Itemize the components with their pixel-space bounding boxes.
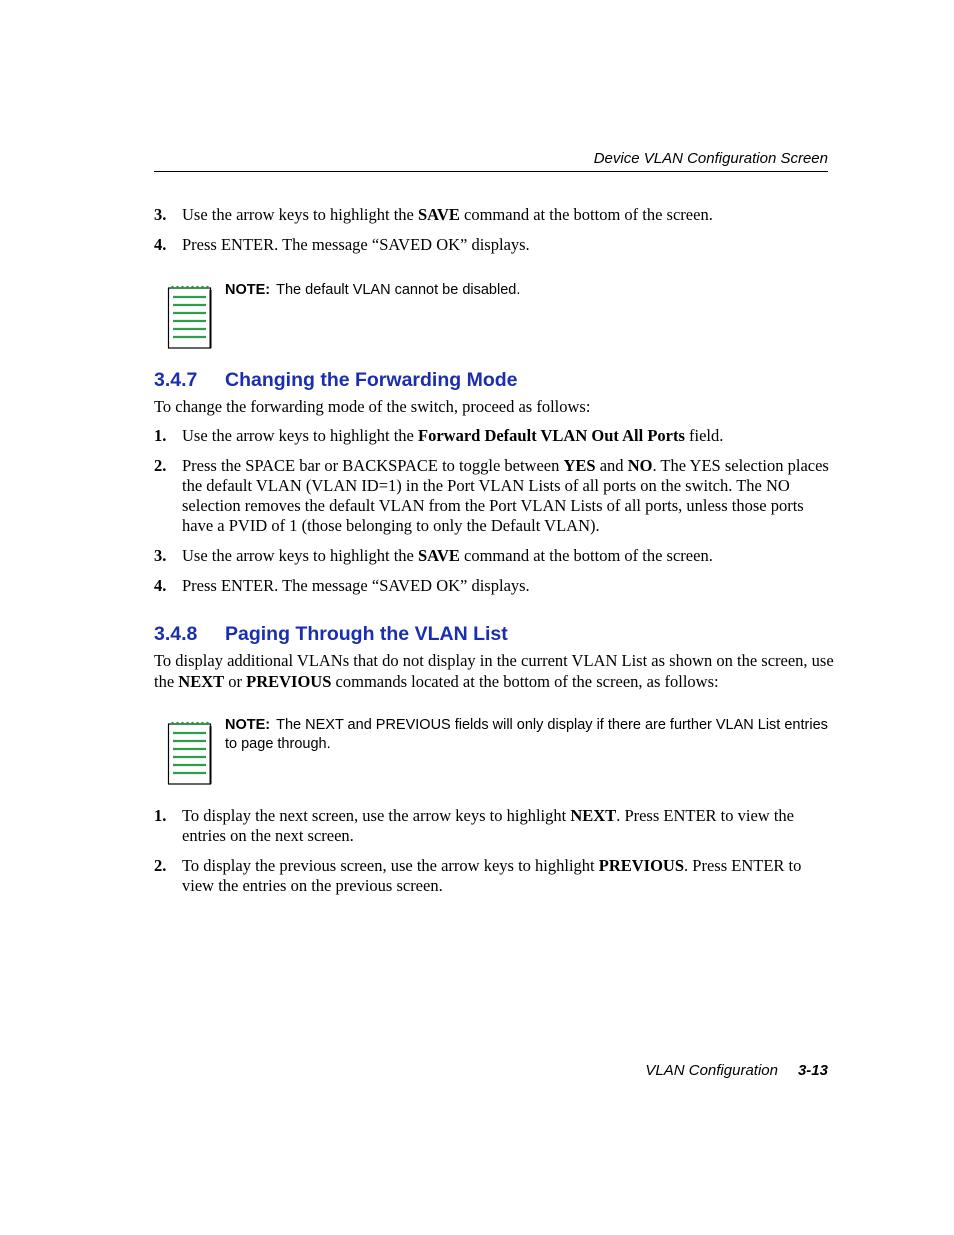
note-text: The default VLAN cannot be disabled.: [276, 282, 521, 298]
step-number: 4.: [154, 235, 167, 254]
list-item: [154, 426, 834, 446]
section-title: Paging Through the VLAN List: [225, 623, 508, 645]
list-item: [154, 456, 834, 536]
footer-chapter: VLAN Configuration: [645, 1062, 778, 1079]
note: [225, 281, 831, 300]
list-item: [154, 205, 834, 225]
list-item: [154, 806, 834, 846]
list-item: [154, 235, 834, 255]
list-item: [154, 576, 834, 596]
running-header: Device VLAN Configuration Screen: [593, 150, 828, 167]
step-number: 3.: [154, 546, 167, 565]
section-title: Changing the Forwarding Mode: [225, 369, 518, 391]
running-footer: [645, 1062, 828, 1079]
step-text: To display the next screen, use the arrow keys to highlight NEXT. Press ENTER to view the entries on the next screen.: [182, 806, 794, 845]
page-number: 3-13: [797, 1062, 828, 1079]
list-item: [154, 856, 834, 896]
step-text: Press the SPACE bar or BACKSPACE to toggle between YES and NO. The YES selection places the default VLAN (VLAN ID=1) in the Port VLAN Lists of all ports on the switch. The NO selection removes the default VLAN from the Port VLAN Lists of all ports, unless those ports have a PVID of 1 (those belonging to only the Default VLAN).: [182, 456, 829, 535]
section-intro: To change the forwarding mode of the switch, proceed as follows:: [154, 397, 591, 416]
note: [225, 716, 831, 754]
note-text: The NEXT and PREVIOUS fields will only display if there are further VLAN List entries to page through.: [225, 717, 828, 752]
section-number: 3.4.8: [154, 623, 198, 645]
notepad-icon: [166, 283, 214, 349]
list-item: [154, 546, 834, 566]
step-text: Press ENTER. The message “SAVED OK” displays.: [182, 235, 530, 254]
step-text: To display the previous screen, use the arrow keys to highlight PREVIOUS. Press ENTER to view the entries on the previous screen.: [182, 856, 802, 895]
step-number: 1.: [154, 806, 167, 825]
step-text: Use the arrow keys to highlight the Forward Default VLAN Out All Ports field.: [182, 426, 724, 445]
step-number: 4.: [154, 576, 167, 595]
step-text: Use the arrow keys to highlight the SAVE command at the bottom of the screen.: [182, 546, 713, 565]
step-number: 3.: [154, 205, 167, 224]
step-number: 2.: [154, 856, 167, 875]
section-heading: [154, 369, 517, 392]
step-number: 1.: [154, 426, 167, 445]
section-number: 3.4.7: [154, 369, 198, 391]
step-text: Press ENTER. The message “SAVED OK” displays.: [182, 576, 530, 595]
step-number: 2.: [154, 456, 167, 475]
section-intro: To display additional VLANs that do not display in the current VLAN List as shown on the screen, use the NEXT or PREVIOUS commands located at the bottom of the screen, as follows:: [154, 651, 834, 691]
header-rule: [154, 171, 828, 172]
step-text: Use the arrow keys to highlight the SAVE command at the bottom of the screen.: [182, 205, 713, 224]
note-label: NOTE:: [225, 282, 271, 298]
notepad-icon: [166, 719, 214, 785]
section-heading: [154, 623, 508, 646]
note-label: NOTE:: [225, 717, 271, 733]
